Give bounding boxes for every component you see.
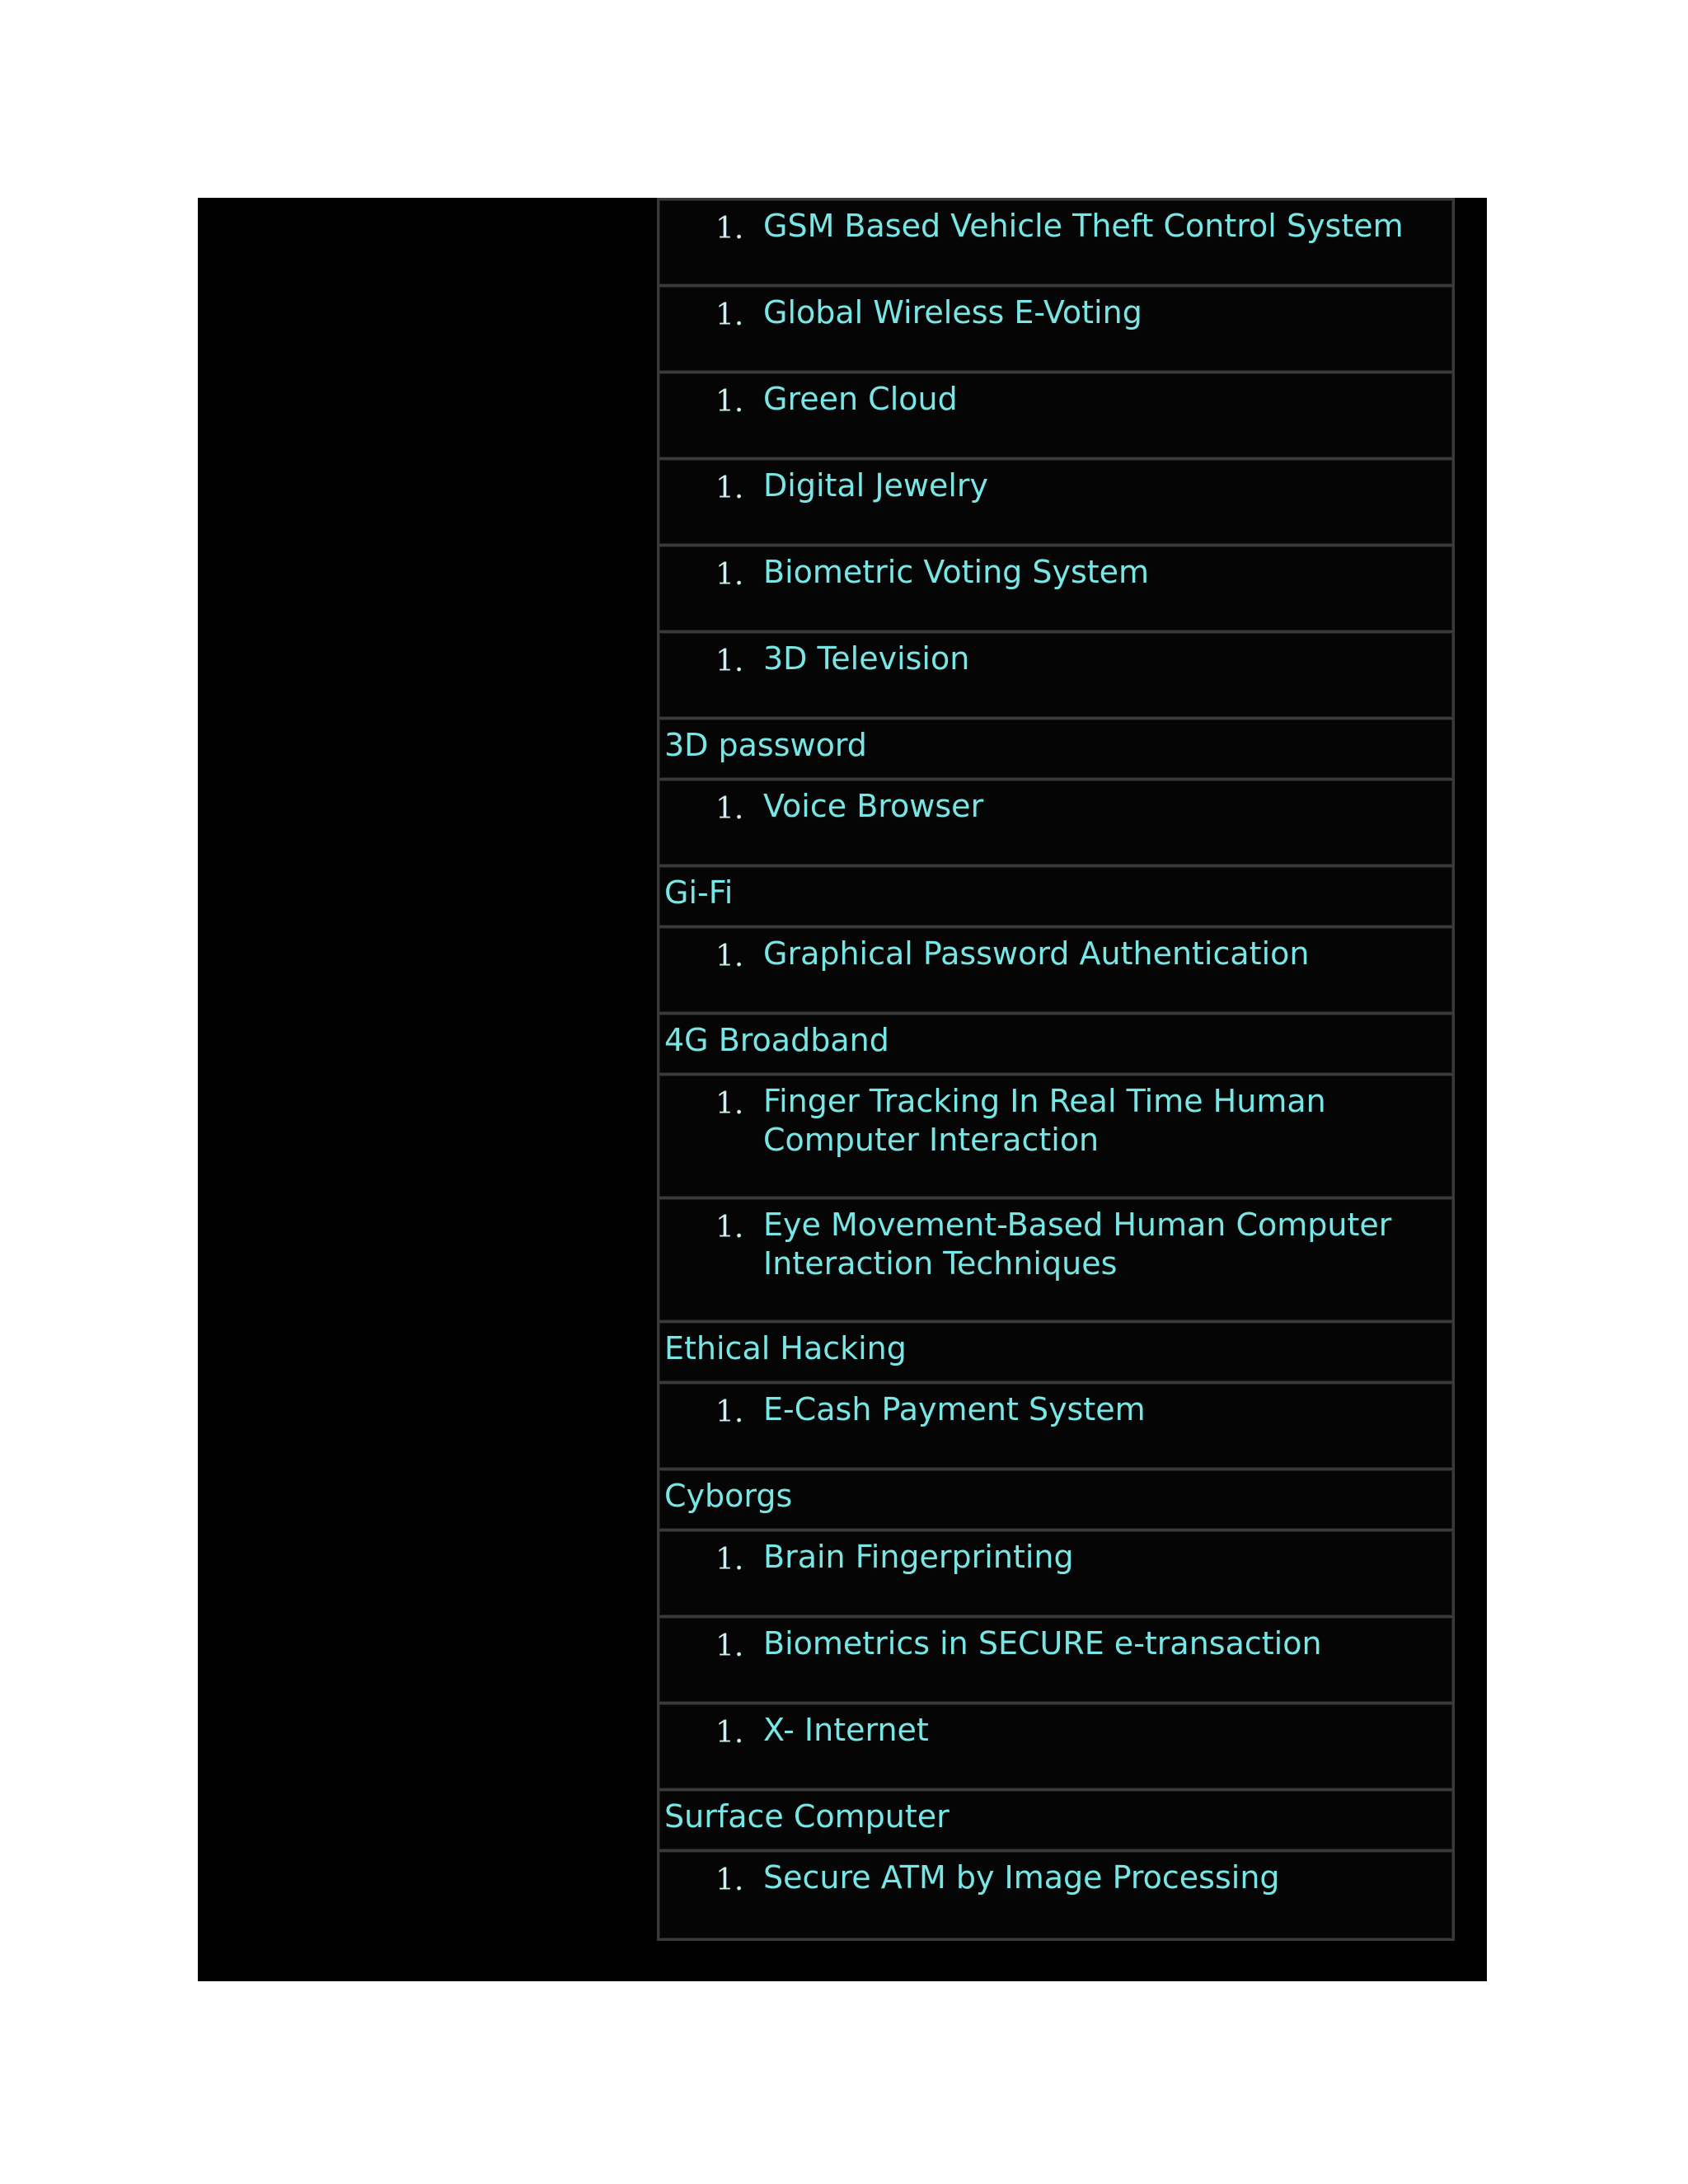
list-number: 1. bbox=[715, 1629, 744, 1663]
list-number: 1. bbox=[715, 558, 744, 592]
topic-row-plain bbox=[659, 1791, 1452, 1852]
topic-row-plain bbox=[659, 719, 1452, 780]
topic-row bbox=[659, 928, 1452, 1015]
list-number: 1. bbox=[715, 298, 744, 332]
topic-row-plain bbox=[659, 1015, 1452, 1076]
list-number: 1. bbox=[715, 1211, 744, 1244]
topic-title: Voice Browser bbox=[763, 788, 984, 824]
topic-row bbox=[659, 1199, 1452, 1323]
topic-title: Graphical Password Authentication bbox=[763, 935, 1310, 972]
topic-title: Finger Tracking In Real Time Human Computer Interaction bbox=[763, 1083, 1326, 1158]
topic-title: Cyborgs bbox=[664, 1478, 793, 1514]
topic-title: 3D Television bbox=[763, 640, 970, 677]
topic-title: Eye Movement-Based Human Computer Interaction Techniques bbox=[763, 1207, 1392, 1282]
list-number: 1. bbox=[715, 1716, 744, 1750]
topic-row bbox=[659, 460, 1452, 546]
topic-row-plain bbox=[659, 867, 1452, 928]
list-number: 1. bbox=[715, 1395, 744, 1429]
topic-row bbox=[659, 1852, 1452, 1938]
topic-row bbox=[659, 546, 1452, 633]
topic-row-plain bbox=[659, 1323, 1452, 1384]
topic-title: 4G Broadband bbox=[664, 1022, 889, 1058]
list-number: 1. bbox=[715, 385, 744, 419]
list-number: 1. bbox=[715, 792, 744, 826]
list-number: 1. bbox=[715, 1863, 744, 1897]
topic-title: Digital Jewelry bbox=[763, 467, 989, 504]
topic-row bbox=[659, 373, 1452, 460]
topic-row bbox=[659, 780, 1452, 867]
topic-title: 3D password bbox=[664, 727, 867, 763]
list-number: 1. bbox=[715, 940, 744, 973]
topic-title: Surface Computer bbox=[664, 1798, 950, 1835]
topic-title: Brain Fingerprinting bbox=[763, 1539, 1074, 1575]
topic-title: Green Cloud bbox=[763, 381, 958, 417]
topic-title: Biometric Voting System bbox=[763, 554, 1150, 590]
topic-row bbox=[659, 1076, 1452, 1199]
topic-row bbox=[659, 1618, 1452, 1704]
topic-title: Global Wireless E-Voting bbox=[763, 294, 1142, 330]
list-number: 1. bbox=[715, 471, 744, 505]
list-number: 1. bbox=[715, 212, 744, 246]
document-page bbox=[198, 198, 1487, 1981]
list-number: 1. bbox=[715, 1087, 744, 1121]
topic-row bbox=[659, 1531, 1452, 1618]
topic-row bbox=[659, 1384, 1452, 1470]
topic-row bbox=[659, 1704, 1452, 1791]
topic-title: X- Internet bbox=[763, 1712, 929, 1748]
topic-title: Ethical Hacking bbox=[664, 1330, 907, 1366]
topic-row bbox=[659, 633, 1452, 719]
topic-title: E-Cash Payment System bbox=[763, 1391, 1146, 1427]
topic-title: GSM Based Vehicle Theft Control System bbox=[763, 208, 1404, 244]
topic-title: Secure ATM by Image Processing bbox=[763, 1859, 1280, 1896]
topic-title: Biometrics in SECURE e-transaction bbox=[763, 1625, 1322, 1661]
topic-row bbox=[659, 287, 1452, 373]
topic-row bbox=[659, 200, 1452, 287]
topic-title: Gi-Fi bbox=[664, 874, 734, 911]
list-number: 1. bbox=[715, 644, 744, 678]
topic-row-plain bbox=[659, 1470, 1452, 1531]
list-number: 1. bbox=[715, 1543, 744, 1577]
topic-table bbox=[657, 198, 1455, 1941]
